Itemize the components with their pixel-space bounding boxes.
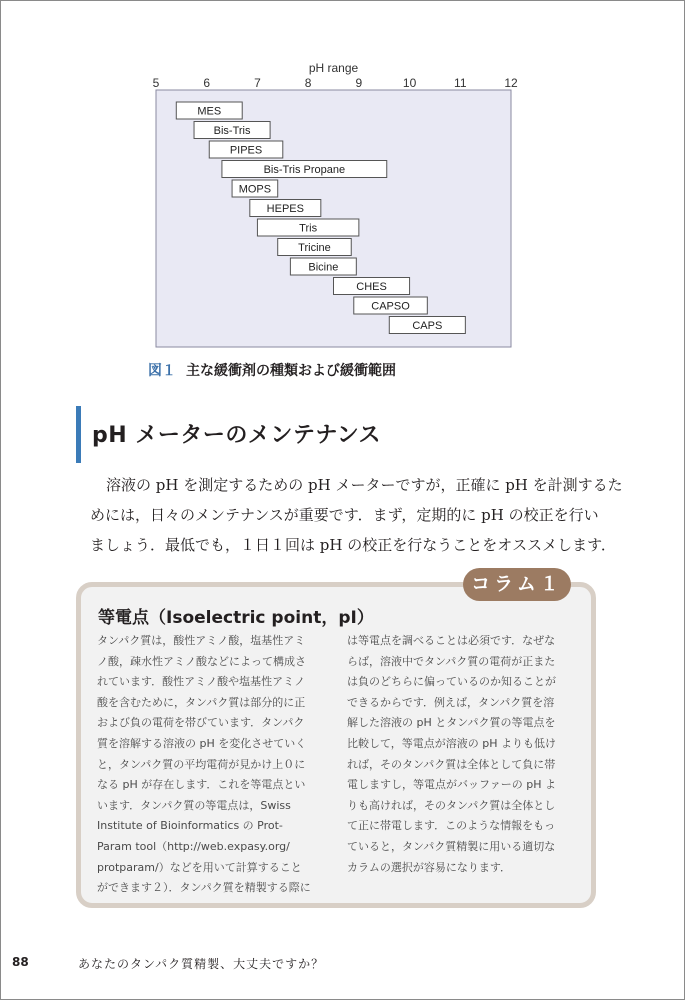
column-line: れば，そのタンパク質は全体として負に帯	[347, 757, 556, 771]
x-tick-label: 10	[402, 76, 417, 90]
x-axis-ticks	[153, 76, 518, 90]
column-text-left	[97, 631, 311, 899]
column-line: なる pH が存在します．これを等電点とい	[97, 778, 306, 792]
x-tick-label: 7	[254, 76, 261, 90]
column-line: ノ酸，疎水性アミノ酸などによって構成さ	[97, 654, 306, 668]
range-bar-label: Bicine	[308, 261, 339, 274]
body-line: めには，日々のメンテナンスが重要です．まず，定期的に pH の校正を行い	[90, 506, 599, 524]
range-bar-label: Tris	[299, 222, 318, 235]
column-title: 等電点（Isoelectric point，pI）	[98, 608, 374, 628]
figure-caption-text: 主な緩衝剤の種類および緩衝範囲	[186, 363, 396, 379]
body-line: ましょう．最低でも，１日１回は pH の校正を行なうことをオススメします．	[90, 536, 616, 554]
column-line: タンパク質は，酸性アミノ酸，塩基性アミ	[97, 634, 306, 647]
page-number: 88	[12, 955, 29, 969]
column-line: ていると，タンパク質精製に用いる適切な	[347, 839, 556, 853]
column-line: 電しますし，等電点がバッファーの pH よ	[347, 778, 557, 792]
x-tick-label: 8	[304, 76, 312, 90]
range-bar-label: PIPES	[229, 144, 263, 157]
section-heading: pH メーターのメンテナンス	[92, 423, 382, 448]
range-bar-label: CAPSO	[371, 300, 410, 313]
x-tick-label: 11	[454, 76, 467, 90]
column-line: 質を溶解する溶液の pH を変化させていく	[97, 736, 307, 750]
column-line: 比較して，等電点が溶液の pH よりも低け	[347, 736, 557, 750]
column-line: らば，溶液中でタンパク質の電荷が正また	[347, 654, 556, 668]
column-line: ができます２）．タンパク質を精製する際に	[97, 881, 311, 895]
column-line: できるからです．例えば，タンパク質を溶	[347, 695, 555, 709]
column-line: います．タンパク質の等電点は，Swiss	[97, 798, 291, 812]
column-line: カラムの選択が容易になります．	[347, 860, 512, 874]
body-line: 溶液の pH を測定するための pH メーターですが，正確に pH を計測するた	[106, 476, 623, 494]
buffer-range-chart	[140, 58, 530, 350]
range-bar-label: MES	[197, 105, 222, 118]
range-bar-label: HEPES	[266, 203, 304, 215]
column-line: は等電点を調べることは必須です．なぜな	[347, 634, 556, 647]
running-title: あなたのタンパク質精製、大丈夫ですか？	[78, 957, 325, 971]
column-text-right	[347, 631, 556, 878]
range-bar-label: Bis-Tris	[213, 125, 251, 137]
column-line: および負の電荷を帯びています．タンパク	[97, 716, 305, 730]
x-tick-label: 9	[355, 76, 363, 90]
range-bar-label: CHES	[356, 281, 387, 293]
column-line: と，タンパク質の平均電荷が見かけ上０に	[97, 757, 306, 771]
column-line: 酸を含むために，タンパク質は部分的に正	[97, 695, 306, 709]
x-axis-title: pH range	[308, 61, 359, 75]
column-line: りも高ければ，そのタンパク質は全体とし	[347, 798, 556, 812]
range-bar-label: CAPS	[412, 320, 443, 332]
column-line: は負のどちらに偏っているのか知ることが	[347, 675, 556, 689]
column-line: protparam/）などを用いて計算すること	[97, 860, 302, 874]
figure-label: 図１	[148, 363, 176, 379]
x-tick-label: 6	[203, 76, 211, 90]
column-line: Param tool（http://web.expasy.org/	[97, 839, 290, 853]
figure-caption	[148, 360, 396, 380]
range-bar-label: Bis-Tris Propane	[263, 164, 346, 176]
heading-accent-bar	[76, 406, 81, 463]
column-line: Institute of Bioinformatics の Prot-	[97, 819, 283, 833]
column-tag: コラム１	[463, 568, 571, 601]
x-tick-label: 12	[504, 76, 518, 90]
column-line: れています．酸性アミノ酸や塩基性アミノ	[97, 675, 306, 689]
x-tick-label: 5	[152, 76, 160, 90]
column-line: 解した溶液の pH とタンパク質の等電点を	[347, 716, 556, 730]
body-paragraph	[90, 470, 623, 560]
range-bar-label: MOPS	[238, 183, 272, 196]
column-line: て正に帯電します．このような情報をもっ	[347, 819, 556, 833]
range-bar-label: Tricine	[298, 242, 331, 254]
